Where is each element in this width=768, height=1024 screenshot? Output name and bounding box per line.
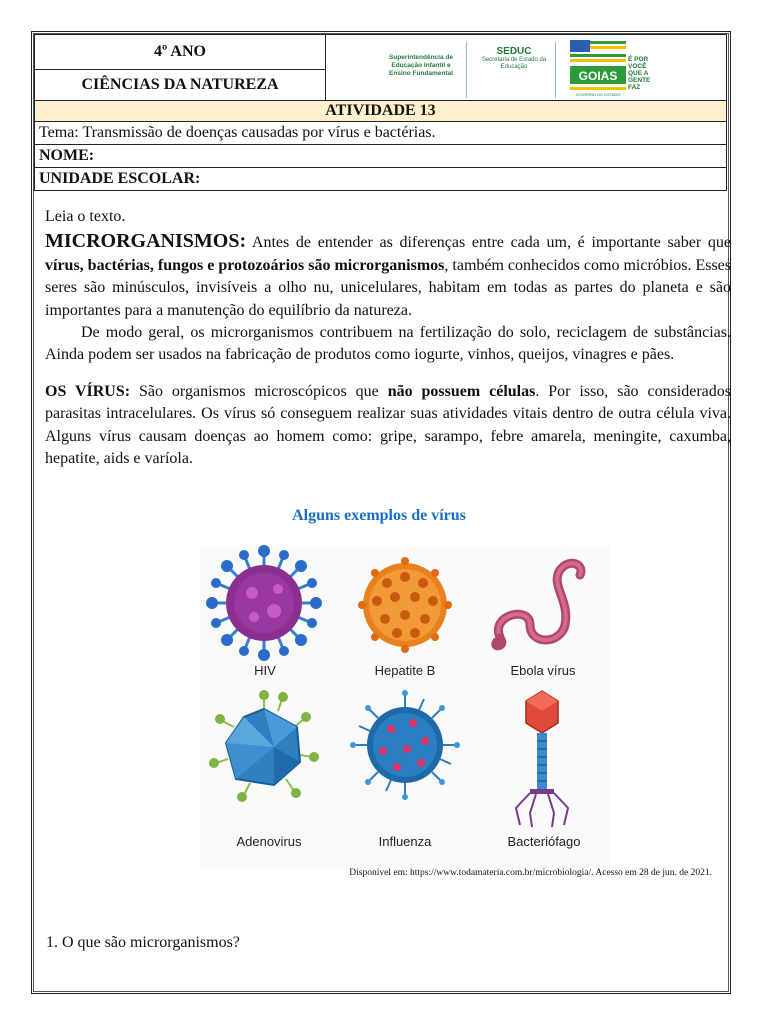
micro-text-b: , também conhecidos como micróbios. Esses seres são minúsculos, invisíveis a olho nu, unicelulares, habitam em todas as partes do planeta e são importantes para a manutenção do equilíbrio da natureza. <box>45 256 731 319</box>
governo-label: GOVERNO DO ESTADO <box>575 91 621 97</box>
micro-text-a: Antes de entender as diferenças entre cada um, é importante saber que <box>246 234 731 252</box>
grade-label: 4º ANO <box>35 35 326 70</box>
seduc-subtitle: Secretaria de Estado da Educação <box>481 56 547 70</box>
tema-line: Tema: Transmissão de doenças causadas por vírus e bactérias. <box>35 122 727 145</box>
header-table <box>34 34 727 191</box>
hiv-virus-image <box>206 545 322 661</box>
virus-paragraph <box>45 381 731 471</box>
adenovirus-image <box>209 690 319 802</box>
logo-cell <box>326 35 727 101</box>
microrganismos-paragraph <box>45 230 731 322</box>
logo-divider <box>466 42 467 98</box>
virus-label-hiv: HIV <box>254 663 276 678</box>
hepatite-b-virus-image <box>358 557 452 653</box>
lead-instruction: Leia o texto. <box>45 208 126 225</box>
microrganismos-paragraph-2: De modo geral, os microrganismos contribuem na fertilização do solo, reciclagem de substâncias. Ainda podem ser usados na fabricação de produtos como iogurte, vinhos, queijos, vinagres e pães. <box>45 324 731 364</box>
superintendencia-logo: Superintendência de Educação Infantil e Ensino Fundamental <box>389 53 453 77</box>
logo-divider <box>555 42 556 98</box>
goias-wordmark: GOIAS <box>578 68 618 83</box>
influenza-virus-image <box>350 690 460 800</box>
goias-slogan: É POR VOCÊ QUE A GENTE FAZ <box>628 55 651 91</box>
micro-text-bold: vírus, bactérias, fungos e protozoários são microrganismos <box>45 256 445 274</box>
figure-title: Alguns exemplos de vírus <box>292 507 466 524</box>
image-source-credit: Disponível em: https://www.todamateria.com.br/microbiologia/. Acesso em 28 de jun. de 2021. <box>349 868 712 878</box>
virus-text-bold: não possuem células <box>387 382 536 400</box>
seduc-logo <box>474 46 554 71</box>
virus-label-influenza: Influenza <box>378 834 432 849</box>
virus-label-hepatite-b: Hepatite B <box>374 663 436 678</box>
virus-figure <box>200 545 610 868</box>
text-body <box>45 206 731 470</box>
virus-heading: OS VÍRUS: <box>45 382 131 400</box>
virus-label-bacteriofago: Bacteriófago <box>507 834 581 849</box>
virus-label-ebola: Ebola vírus <box>510 663 576 678</box>
activity-title: ATIVIDADE 13 <box>35 101 727 122</box>
unidade-escolar-field[interactable]: UNIDADE ESCOLAR: <box>35 168 727 191</box>
virus-label-adenovirus: Adenovirus <box>236 834 302 849</box>
ebola-virus-image <box>495 563 581 647</box>
question-1: 1. O que são microrganismos? <box>46 934 240 951</box>
bacteriofago-image <box>516 691 568 827</box>
seduc-name: SEDUC <box>496 45 532 57</box>
virus-text-b: . Por isso, são considerados parasitas intracelulares. Os vírus só conseguem realizar suas atividades vitais dentro de outra célula viva. Alguns vírus causam doenças ao homem como: gripe, sarampo, febre amarela, meningite, caxumba, hepatite, aids e varíola. <box>45 382 732 468</box>
subject-label: CIÊNCIAS DA NATUREZA <box>35 70 326 101</box>
nome-field[interactable]: NOME: <box>35 145 727 168</box>
microrganismos-heading: MICRORGANISMOS: <box>45 230 247 253</box>
goias-flag-logo <box>568 38 628 98</box>
virus-text-a: São organismos microscópicos que <box>130 382 388 400</box>
virus-illustrations <box>200 545 610 868</box>
